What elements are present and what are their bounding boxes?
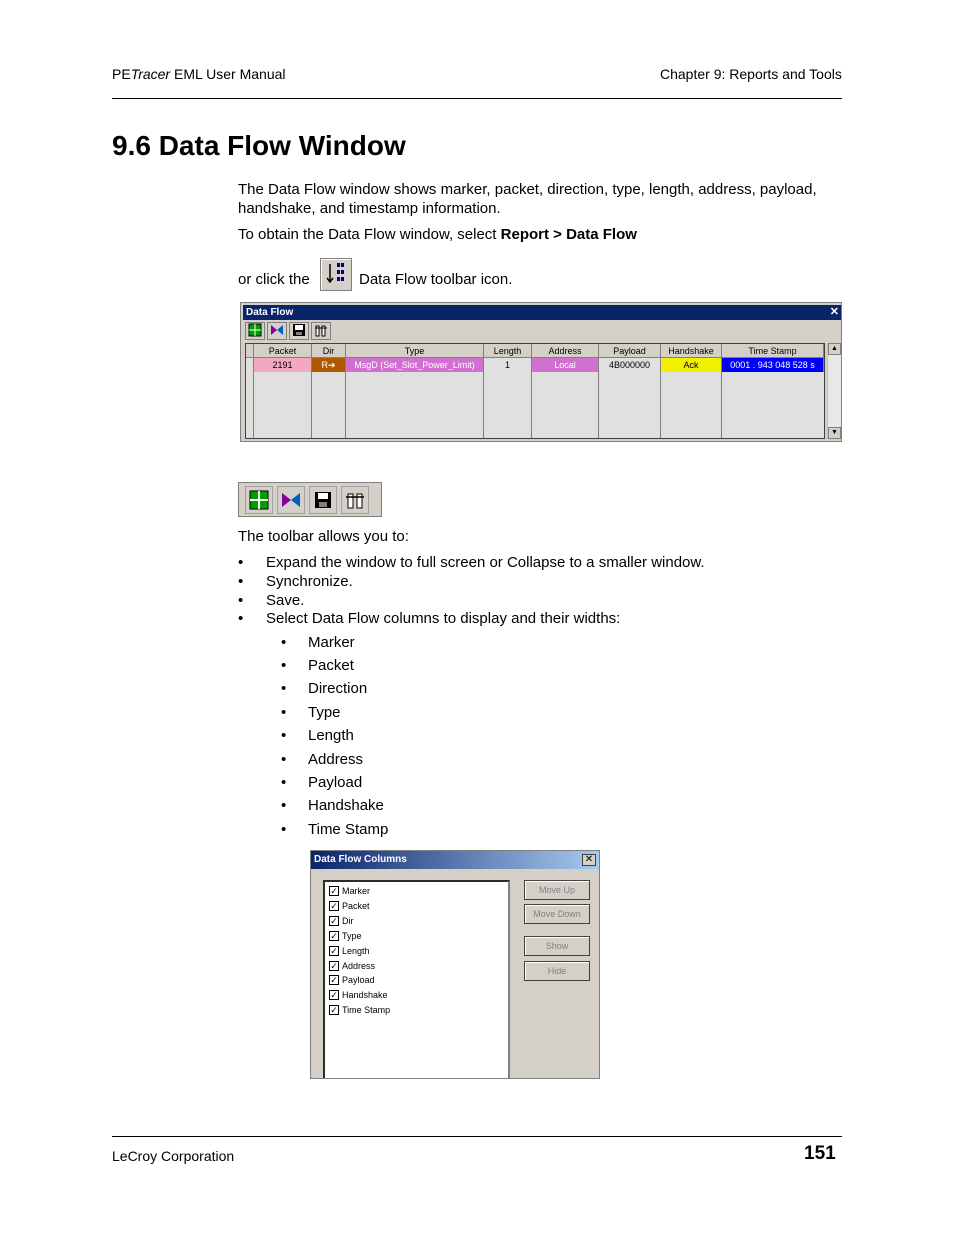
bullet-icon: • [281, 657, 287, 674]
grid-header-row [246, 344, 824, 358]
column-header[interactable]: Packet [254, 344, 312, 358]
bullet-icon: • [281, 704, 287, 721]
columns-icon [344, 489, 366, 511]
expand-collapse-button[interactable] [245, 486, 273, 514]
columns-button[interactable] [311, 322, 331, 340]
toolbar-closeup [238, 482, 382, 517]
intro-paragraph: The Data Flow window shows marker, packet, direction, type, length, address, payload, handshake, and timestamp information. [238, 181, 817, 217]
bullet-icon: • [281, 680, 287, 697]
running-header-chapter: Chapter 9: Reports and Tools [660, 66, 842, 82]
click-suffix: Data Flow toolbar icon. [359, 271, 513, 288]
checkbox-checked-icon[interactable]: ✓ [330, 886, 338, 896]
packet-cell: 2191 [254, 358, 312, 372]
column-header[interactable]: Address [532, 344, 599, 358]
dialog-titlebar [311, 851, 599, 869]
list-item[interactable]: ✓ Handshake [330, 990, 388, 1000]
list-item[interactable]: ✓ Dir [330, 916, 354, 926]
checkbox-checked-icon[interactable]: ✓ [330, 901, 338, 911]
click-prefix: or click the [238, 271, 310, 288]
data-flow-toolbar-icon[interactable] [320, 258, 352, 291]
bullet-icon: • [238, 610, 244, 627]
data-flow-window-titlebar [243, 305, 841, 320]
column-header[interactable]: Dir [312, 344, 346, 358]
save-button[interactable] [289, 322, 309, 340]
data-flow-window-screenshot [240, 302, 842, 442]
type-cell: MsgD (Set_Slot_Power_Limit) [346, 358, 484, 372]
columns-list [323, 880, 510, 1079]
list-item[interactable]: ✓ Type [330, 931, 362, 941]
columns-icon [314, 323, 328, 337]
address-cell: Local [532, 358, 599, 372]
grid-line [598, 372, 599, 438]
scroll-up-icon[interactable]: ▲ [828, 343, 841, 355]
sync-icon [280, 489, 302, 511]
checkbox-checked-icon[interactable]: ✓ [330, 931, 338, 941]
checkbox-checked-icon[interactable]: ✓ [330, 946, 338, 956]
section-title: 9.6 Data Flow Window [112, 130, 406, 161]
grid-line [345, 372, 346, 438]
page-number: 151 [804, 1143, 836, 1164]
grid-icon [248, 323, 262, 337]
obtain-instruction: To obtain the Data Flow window, select Report > Data Flow [238, 226, 637, 243]
list-item[interactable]: ✓ Marker [330, 886, 371, 896]
list-item[interactable]: ✓ Time Stamp [330, 1005, 391, 1015]
marker-cell [246, 358, 254, 372]
show-button[interactable]: Show [524, 936, 590, 956]
move-up-button[interactable]: Move Up [524, 880, 590, 900]
timestamp-cell: 0001 . 943 048 528 s [722, 358, 824, 372]
grid-line [721, 372, 722, 438]
move-down-button[interactable]: Move Down [524, 904, 590, 924]
floppy-icon [292, 323, 306, 337]
column-header[interactable]: Type [346, 344, 484, 358]
grid-line [660, 372, 661, 438]
data-flow-columns-dialog [310, 850, 600, 1079]
close-icon[interactable]: ✕ [829, 306, 839, 318]
list-item[interactable]: ✓ Payload [330, 975, 375, 985]
hide-button[interactable]: Hide [524, 961, 590, 981]
column-header[interactable]: Length [484, 344, 532, 358]
length-cell: 1 [484, 358, 532, 372]
vertical-scrollbar[interactable] [827, 343, 841, 439]
bullet-icon: • [238, 573, 244, 590]
dialog-title: Data Flow Columns [314, 854, 407, 865]
payload-cell: 4B000000 [599, 358, 661, 372]
marker-header [246, 344, 254, 358]
close-icon[interactable]: ✕ [582, 854, 596, 866]
checkbox-checked-icon[interactable]: ✓ [330, 1005, 338, 1015]
column-header[interactable]: Time Stamp [722, 344, 824, 358]
column-header[interactable]: Payload [599, 344, 661, 358]
footer-rule [112, 1136, 842, 1137]
bullet-icon: • [238, 554, 244, 571]
toolbar-intro: The toolbar allows you to: [238, 528, 409, 545]
checkbox-checked-icon[interactable]: ✓ [330, 961, 338, 971]
dir-cell: R➔ [312, 358, 346, 372]
handshake-cell: Ack [661, 358, 722, 372]
bullet-icon: • [281, 634, 287, 651]
grid-line [531, 372, 532, 438]
data-flow-grid [245, 343, 825, 439]
bullet-icon: • [281, 751, 287, 768]
checkbox-checked-icon[interactable]: ✓ [330, 916, 338, 926]
window-title: Data Flow [246, 307, 294, 318]
column-header[interactable]: Handshake [661, 344, 722, 358]
footer-company: LeCroy Corporation [112, 1148, 235, 1164]
grid-line [311, 372, 312, 438]
list-item[interactable]: ✓ Length [330, 946, 370, 956]
expand-button[interactable] [245, 322, 265, 340]
save-button[interactable] [309, 486, 337, 514]
data-flow-icon [321, 259, 351, 290]
bullet-icon: • [281, 774, 287, 791]
list-item[interactable]: ✓ Address [330, 961, 376, 971]
bullet-icon: • [281, 821, 287, 838]
table-row[interactable] [246, 358, 824, 372]
data-flow-toolbar [245, 322, 331, 340]
scroll-down-icon[interactable]: ▼ [828, 427, 841, 439]
synchronize-button[interactable] [267, 322, 287, 340]
grid-line [483, 372, 484, 438]
header-rule [112, 98, 842, 99]
sync-icon [270, 323, 284, 337]
bullet-icon: • [281, 797, 287, 814]
floppy-icon [312, 489, 334, 511]
checkbox-checked-icon[interactable]: ✓ [330, 975, 338, 985]
list-item[interactable]: ✓ Packet [330, 901, 370, 911]
grid-line [253, 372, 254, 438]
synchronize-button[interactable] [277, 486, 305, 514]
running-header-title: PETracer EML User Manual [112, 66, 286, 82]
grid-icon [248, 489, 270, 511]
checkbox-checked-icon[interactable]: ✓ [330, 990, 338, 1000]
columns-button[interactable] [341, 486, 369, 514]
bullet-icon: • [281, 727, 287, 744]
bullet-icon: • [238, 592, 244, 609]
